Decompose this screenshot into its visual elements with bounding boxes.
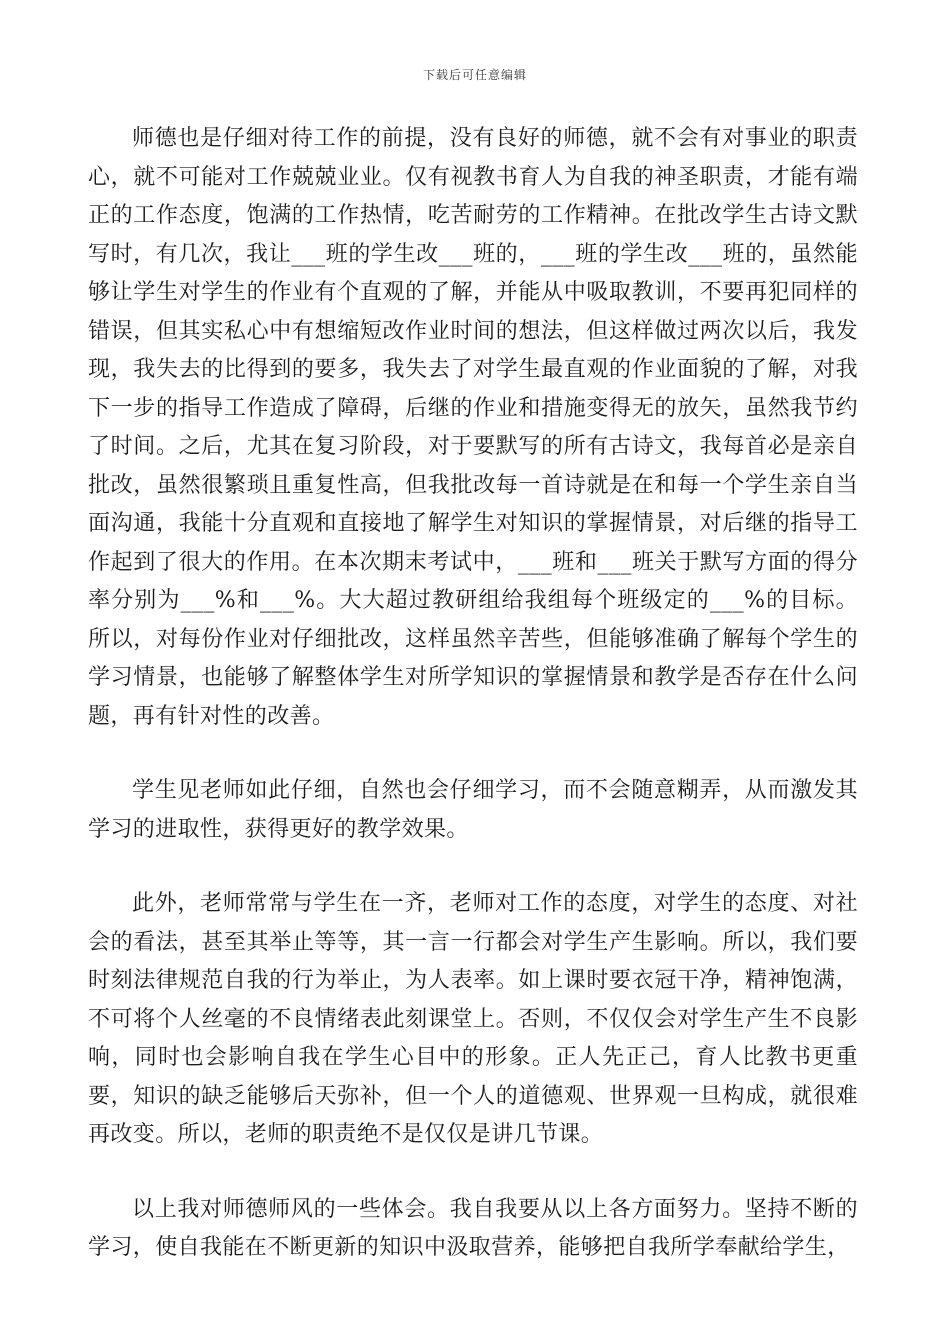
paragraph-2: 学生见老师如此仔细，自然也会仔细学习，而不会随意糊弄，从而激发其学习的进取性，获得更好的教学效果。	[88, 778, 858, 842]
paragraph-4: 以上我对师德师风的一些体会。我自我要从以上各方面努力。坚持不断的学习，使自我能在不断更新的知识中汲取营养，能够把自我所学奉献给学生，	[88, 1196, 858, 1260]
paragraph-3: 此外，老师常常与学生在一齐，老师对工作的态度，对学生的态度、对社会的看法，甚至其举止等等，其一言一行都会对学生产生影响。所以，我们要时刻法律规范自我的行为举止，为人表率。如上课时要衣冠干净，精神饱满，不可将个人丝毫的不良情绪表此刻课堂上。否则，不仅仅会对学生产生不良影响，同时也会影响自我在学生心目中的形象。正人先正己，育人比教书更重要，知识的缺乏能够后天弥补，但一个人的道德观、世界观一旦构成，就很难再改变。所以，老师的职责绝不是仅仅是讲几节课。	[88, 891, 858, 1147]
page-header: 下载后可任意编辑	[422, 68, 527, 82]
paragraph-1: 师德也是仔细对待工作的前提，没有良好的师德，就不会有对事业的职责心，就不可能对工作兢兢业业。仅有视教书育人为自我的神圣职责，才能有端正的工作态度，饱满的工作热情，吃苦耐劳的工作精神。在批改学生古诗文默写时，有几次，我让___班的学生改___班的，___班的学生改___班的，虽然能够让学生对学生的作业有个直观的了解，并能从中吸取教训，不要再犯同样的错误，但其实私心中有想缩短改作业时间的想法，但这样做过两次以后，我发现，我失去的比得到的要多，我失去了对学生最直观的作业面貌的了解，对我下一步的指导工作造成了障碍，后继的作业和措施变得无的放矢，虽然我节约了时间。之后，尤其在复习阶段，对于要默写的所有古诗文，我每首必是亲自批改，虽然很繁琐且重复性高，但我批改每一首诗就是在和每一个学生亲自当面沟通，我能十分直观和直接地了解学生对知识的掌握情景，对后继的指导工作起到了很大的作用。在本次期末考试中，___班和___班关于默写方面的得分率分别为___%和___%。大大超过教研组给我组每个班级定的___%的目标。所以，对每份作业对仔细批改，这样虽然辛苦些，但能够准确了解每个学生的学习情景，也能够了解整体学生对所学知识的掌握情景和教学是否存在什么问题，再有针对性的改善。	[88, 126, 858, 729]
document-body	[88, 120, 858, 1304]
